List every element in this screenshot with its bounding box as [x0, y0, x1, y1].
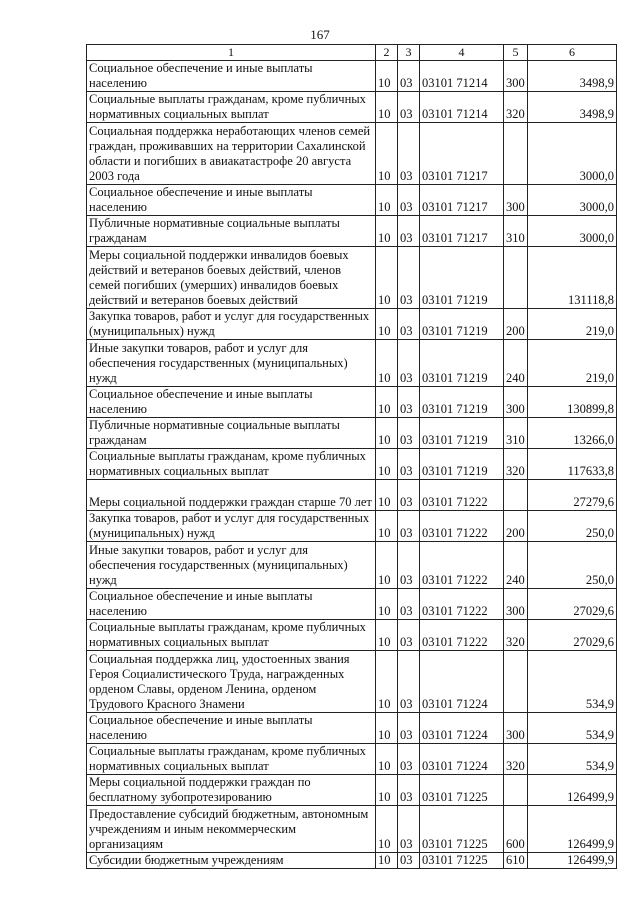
target-article-code: 03101 71222 [420, 511, 504, 542]
target-article-code: 03101 71225 [420, 853, 504, 869]
subsection-code: 03 [398, 589, 420, 620]
row-description: Социальные выплаты гражданам, кроме публичных нормативных социальных выплат [87, 92, 376, 123]
target-article-code: 03101 71224 [420, 744, 504, 775]
table-row [87, 247, 617, 309]
target-article-code: 03101 71222 [420, 620, 504, 651]
expense-type-code: 610 [504, 853, 528, 869]
row-description: Закупка товаров, работ и услуг для государственных (муниципальных) нужд [87, 511, 376, 542]
target-article-code: 03101 71219 [420, 418, 504, 449]
subsection-code: 03 [398, 511, 420, 542]
expense-type-code: 310 [504, 418, 528, 449]
subsection-code: 03 [398, 542, 420, 589]
row-description: Публичные нормативные социальные выплаты гражданам [87, 418, 376, 449]
expense-type-code: 320 [504, 620, 528, 651]
row-description: Социальное обеспечение и иные выплаты населению [87, 387, 376, 418]
target-article-code: 03101 71225 [420, 806, 504, 853]
amount-value: 3498,9 [528, 61, 617, 92]
section-code: 10 [376, 620, 398, 651]
section-code: 10 [376, 713, 398, 744]
amount-value: 3000,0 [528, 123, 617, 185]
column-number-row [87, 45, 617, 61]
table-row [87, 309, 617, 340]
table-row [87, 806, 617, 853]
subsection-code: 03 [398, 92, 420, 123]
section-code: 10 [376, 387, 398, 418]
subsection-code: 03 [398, 806, 420, 853]
target-article-code: 03101 71214 [420, 92, 504, 123]
target-article-code: 03101 71219 [420, 309, 504, 340]
section-code: 10 [376, 185, 398, 216]
expense-type-code: 240 [504, 340, 528, 387]
amount-value: 117633,8 [528, 449, 617, 480]
section-code: 10 [376, 449, 398, 480]
amount-value: 3498,9 [528, 92, 617, 123]
target-article-code: 03101 71219 [420, 340, 504, 387]
column-header: 2 [376, 45, 398, 61]
target-article-code: 03101 71217 [420, 216, 504, 247]
expense-type-code [504, 651, 528, 713]
target-article-code: 03101 71219 [420, 387, 504, 418]
expense-type-code: 300 [504, 589, 528, 620]
amount-value: 534,9 [528, 744, 617, 775]
row-description: Субсидии бюджетным учреждениям [87, 853, 376, 869]
subsection-code: 03 [398, 775, 420, 806]
subsection-code: 03 [398, 309, 420, 340]
target-article-code: 03101 71224 [420, 713, 504, 744]
target-article-code: 03101 71222 [420, 480, 504, 511]
amount-value: 3000,0 [528, 216, 617, 247]
amount-value: 250,0 [528, 511, 617, 542]
row-description: Социальная поддержка лиц, удостоенных звания Героя Социалистического Труда, награжденных орденом Славы, орденом Ленина, орденом Трудового Красного Знамени [87, 651, 376, 713]
subsection-code: 03 [398, 744, 420, 775]
section-code: 10 [376, 511, 398, 542]
row-description: Меры социальной поддержки граждан старше 70 лет [87, 480, 376, 511]
expense-type-code: 320 [504, 449, 528, 480]
section-code: 10 [376, 340, 398, 387]
table-row [87, 480, 617, 511]
table-row [87, 651, 617, 713]
table-row [87, 387, 617, 418]
section-code: 10 [376, 589, 398, 620]
row-description: Социальные выплаты гражданам, кроме публичных нормативных социальных выплат [87, 449, 376, 480]
section-code: 10 [376, 853, 398, 869]
amount-value: 27279,6 [528, 480, 617, 511]
expense-type-code [504, 123, 528, 185]
target-article-code: 03101 71219 [420, 247, 504, 309]
table-body [87, 61, 617, 869]
column-header: 6 [528, 45, 617, 61]
amount-value: 126499,9 [528, 806, 617, 853]
section-code: 10 [376, 775, 398, 806]
amount-value: 219,0 [528, 340, 617, 387]
subsection-code: 03 [398, 387, 420, 418]
column-header: 5 [504, 45, 528, 61]
section-code: 10 [376, 92, 398, 123]
table-row [87, 620, 617, 651]
section-code: 10 [376, 480, 398, 511]
amount-value: 130899,8 [528, 387, 617, 418]
expense-type-code [504, 247, 528, 309]
table-row [87, 123, 617, 185]
subsection-code: 03 [398, 480, 420, 511]
table-row [87, 744, 617, 775]
row-description: Социальное обеспечение и иные выплаты населению [87, 589, 376, 620]
amount-value: 131118,8 [528, 247, 617, 309]
row-description: Социальные выплаты гражданам, кроме публичных нормативных социальных выплат [87, 744, 376, 775]
section-code: 10 [376, 61, 398, 92]
subsection-code: 03 [398, 185, 420, 216]
amount-value: 534,9 [528, 651, 617, 713]
subsection-code: 03 [398, 216, 420, 247]
expense-type-code: 310 [504, 216, 528, 247]
row-description: Иные закупки товаров, работ и услуг для обеспечения государственных (муниципальных) нужд [87, 542, 376, 589]
amount-value: 27029,6 [528, 589, 617, 620]
row-description: Социальные выплаты гражданам, кроме публичных нормативных социальных выплат [87, 620, 376, 651]
section-code: 10 [376, 418, 398, 449]
row-description: Закупка товаров, работ и услуг для государственных (муниципальных) нужд [87, 309, 376, 340]
amount-value: 27029,6 [528, 620, 617, 651]
subsection-code: 03 [398, 449, 420, 480]
budget-table [86, 44, 617, 869]
amount-value: 250,0 [528, 542, 617, 589]
expense-type-code: 300 [504, 713, 528, 744]
target-article-code: 03101 71217 [420, 185, 504, 216]
page-number: 167 [310, 27, 330, 42]
table-row [87, 775, 617, 806]
table-row [87, 216, 617, 247]
section-code: 10 [376, 651, 398, 713]
table-row [87, 61, 617, 92]
subsection-code: 03 [398, 340, 420, 387]
section-code: 10 [376, 216, 398, 247]
table-row [87, 449, 617, 480]
subsection-code: 03 [398, 247, 420, 309]
target-article-code: 03101 71222 [420, 589, 504, 620]
target-article-code: 03101 71222 [420, 542, 504, 589]
target-article-code: 03101 71225 [420, 775, 504, 806]
column-header: 4 [420, 45, 504, 61]
section-code: 10 [376, 309, 398, 340]
expense-type-code: 320 [504, 744, 528, 775]
subsection-code: 03 [398, 418, 420, 449]
expense-type-code: 300 [504, 185, 528, 216]
amount-value: 126499,9 [528, 853, 617, 869]
expense-type-code [504, 775, 528, 806]
table-row [87, 185, 617, 216]
expense-type-code: 240 [504, 542, 528, 589]
target-article-code: 03101 71224 [420, 651, 504, 713]
expense-type-code: 320 [504, 92, 528, 123]
expense-type-code [504, 480, 528, 511]
table-row [87, 92, 617, 123]
table-row [87, 853, 617, 869]
amount-value: 3000,0 [528, 185, 617, 216]
section-code: 10 [376, 744, 398, 775]
target-article-code: 03101 71217 [420, 123, 504, 185]
section-code: 10 [376, 123, 398, 185]
row-description: Предоставление субсидий бюджетным, автономным учреждениям и иным некоммерческим организациям [87, 806, 376, 853]
target-article-code: 03101 71219 [420, 449, 504, 480]
row-description: Меры социальной поддержки инвалидов боевых действий и ветеранов боевых действий, членов семей погибших (умерших) инвалидов боевых действий и ветеранов боевых действий [87, 247, 376, 309]
row-description: Иные закупки товаров, работ и услуг для обеспечения государственных (муниципальных) нужд [87, 340, 376, 387]
subsection-code: 03 [398, 61, 420, 92]
section-code: 10 [376, 247, 398, 309]
table-row [87, 418, 617, 449]
table-row [87, 340, 617, 387]
row-description: Социальное обеспечение и иные выплаты населению [87, 713, 376, 744]
expense-type-code: 600 [504, 806, 528, 853]
section-code: 10 [376, 542, 398, 589]
subsection-code: 03 [398, 713, 420, 744]
section-code: 10 [376, 806, 398, 853]
column-header: 3 [398, 45, 420, 61]
row-description: Социальное обеспечение и иные выплаты населению [87, 185, 376, 216]
expense-type-code: 300 [504, 61, 528, 92]
table-row [87, 511, 617, 542]
table-row [87, 713, 617, 744]
amount-value: 534,9 [528, 713, 617, 744]
subsection-code: 03 [398, 123, 420, 185]
amount-value: 13266,0 [528, 418, 617, 449]
expense-type-code: 300 [504, 387, 528, 418]
column-header: 1 [87, 45, 376, 61]
target-article-code: 03101 71214 [420, 61, 504, 92]
amount-value: 126499,9 [528, 775, 617, 806]
amount-value: 219,0 [528, 309, 617, 340]
expense-type-code: 200 [504, 309, 528, 340]
row-description: Социальное обеспечение и иные выплаты населению [87, 61, 376, 92]
row-description: Меры социальной поддержки граждан по бесплатному зубопротезированию [87, 775, 376, 806]
table-row [87, 589, 617, 620]
table-row [87, 542, 617, 589]
row-description: Социальная поддержка неработающих членов семей граждан, проживавших на территории Сахалинской области и погибших в авиакатастрофе 20 августа 2003 года [87, 123, 376, 185]
subsection-code: 03 [398, 651, 420, 713]
row-description: Публичные нормативные социальные выплаты гражданам [87, 216, 376, 247]
subsection-code: 03 [398, 853, 420, 869]
subsection-code: 03 [398, 620, 420, 651]
expense-type-code: 200 [504, 511, 528, 542]
